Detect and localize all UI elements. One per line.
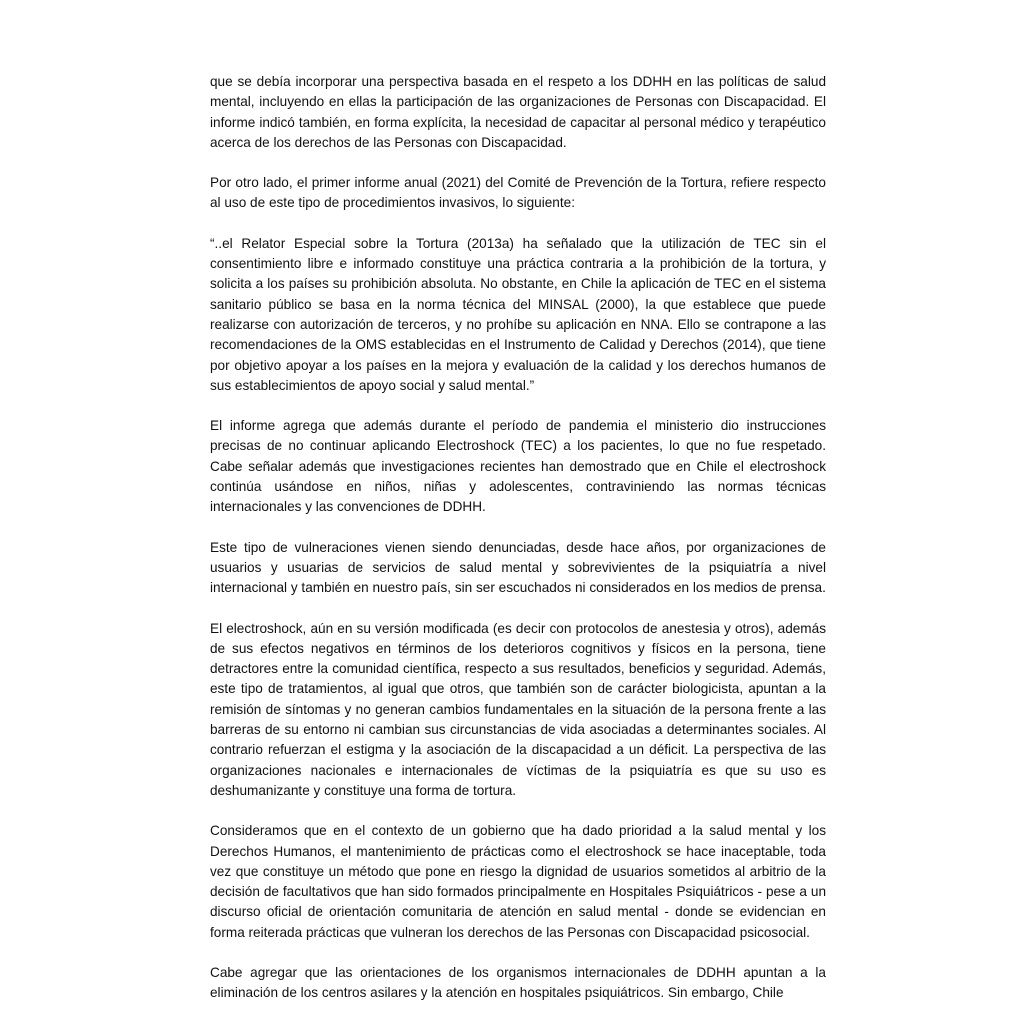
paragraph-denunciations: Este tipo de vulneraciones vienen siendo denunciadas, desde hace años, por organizaciones de usuarios y usuarias de servicios de salud mental y sobrevivientes de la psiquiatría a nivel internacional y también en nuestro país, sin ser escuchados ni considerados en los medios de prensa. xyxy=(210,539,826,596)
paragraph-electroshock-effects: El electroshock, aún en su versión modificada (es decir con protocolos de anestesia y otros), además de sus efectos negativos en términos de los deterioros cognitivos y físicos en la persona, tiene detractores entre la comunidad científica, respecto a sus resultados, beneficios y seguridad. Además, este tipo de tratamientos, al igual que otros, que también son de carácter biologicista, apuntan a la remisión de síntomas y no generan cambios fundamentales en la situación de la persona frente a las barreras de su entorno ni cambian sus circunstancias de vida asociadas a determinantes sociales. Al contrario refuerzan el estigma y la asociación de la discapacidad a un déficit. La perspectiva de las organizaciones nacionales e internacionales de víctimas de la psiquiatría es que su uso es deshumanizante y constituye una forma de tortura. xyxy=(210,620,826,798)
paragraph-committee-report: Por otro lado, el primer informe anual (2021) del Comité de Prevención de la Tortura, refiere respecto al uso de este tipo de procedimientos invasivos, lo siguiente: xyxy=(210,175,826,211)
paragraph-international-orientations: Cabe agregar que las orientaciones de los organismos internacionales de DDHH apuntan a la eliminación de los centros asilares y la atención en hospitales psiquiátricos. Sin embargo, Chile xyxy=(210,964,826,1001)
paragraph-ddhh-policies: que se debía incorporar una perspectiva basada en el respeto a los DDHH en las políticas de salud mental, incluyendo en ellas la participación de las organizaciones de Personas con Discapacidad. El informe indicó también, en forma explícita, la necesidad de capacitar al personal médico y terapéutico acerca de los derechos de las Personas con Discapacidad. xyxy=(210,74,826,150)
text-column xyxy=(210,72,826,1024)
paragraph-government-context: Consideramos que en el contexto de un gobierno que ha dado prioridad a la salud mental y los Derechos Humanos, el mantenimiento de prácticas como el electroshock se hace inaceptable, toda vez que constituye un método que pone en riesgo la dignidad de usuarios sometidos al arbitrio de la decisión de facultativos que han sido formados principalmente en Hospitales Psiquiátricos - pese a un discurso oficial de orientación comunitaria de atención en salud mental - donde se evidencian en forma reiterada prácticas que vulneran los derechos de las Personas con Discapacidad psicosocial. xyxy=(210,823,826,940)
paragraph-pandemic-instructions: El informe agrega que además durante el período de pandemia el ministerio dio instrucciones precisas de no continuar aplicando Electroshock (TEC) a los pacientes, lo que no fue respetado. Cabe señalar además que investigaciones recientes han demostrado que en Chile el electroshock continúa usándose en niños, niñas y adolescentes, contraviniendo las normas técnicas internacionales y las convenciones de DDHH. xyxy=(210,418,826,515)
paragraph-rapporteur-quote: “..el Relator Especial sobre la Tortura (2013a) ha señalado que la utilización de TEC sin el consentimiento libre e informado constituye una práctica contraria a la prohibición de la tortura, y solicita a los países su prohibición absoluta. No obstante, en Chile la aplicación de TEC en el sistema sanitario público se basa en la norma técnica del MINSAL (2000), la que establece que puede realizarse con autorización de terceros, y no prohíbe su aplicación en NNA. Ello se contrapone a las recomendaciones de la OMS establecidas en el Instrumento de Calidad y Derechos (2014), que tiene por objetivo apoyar a los países en la mejora y evaluación de la calidad y los derechos humanos de sus establecimientos de apoyo social y salud mental.” xyxy=(210,235,826,393)
